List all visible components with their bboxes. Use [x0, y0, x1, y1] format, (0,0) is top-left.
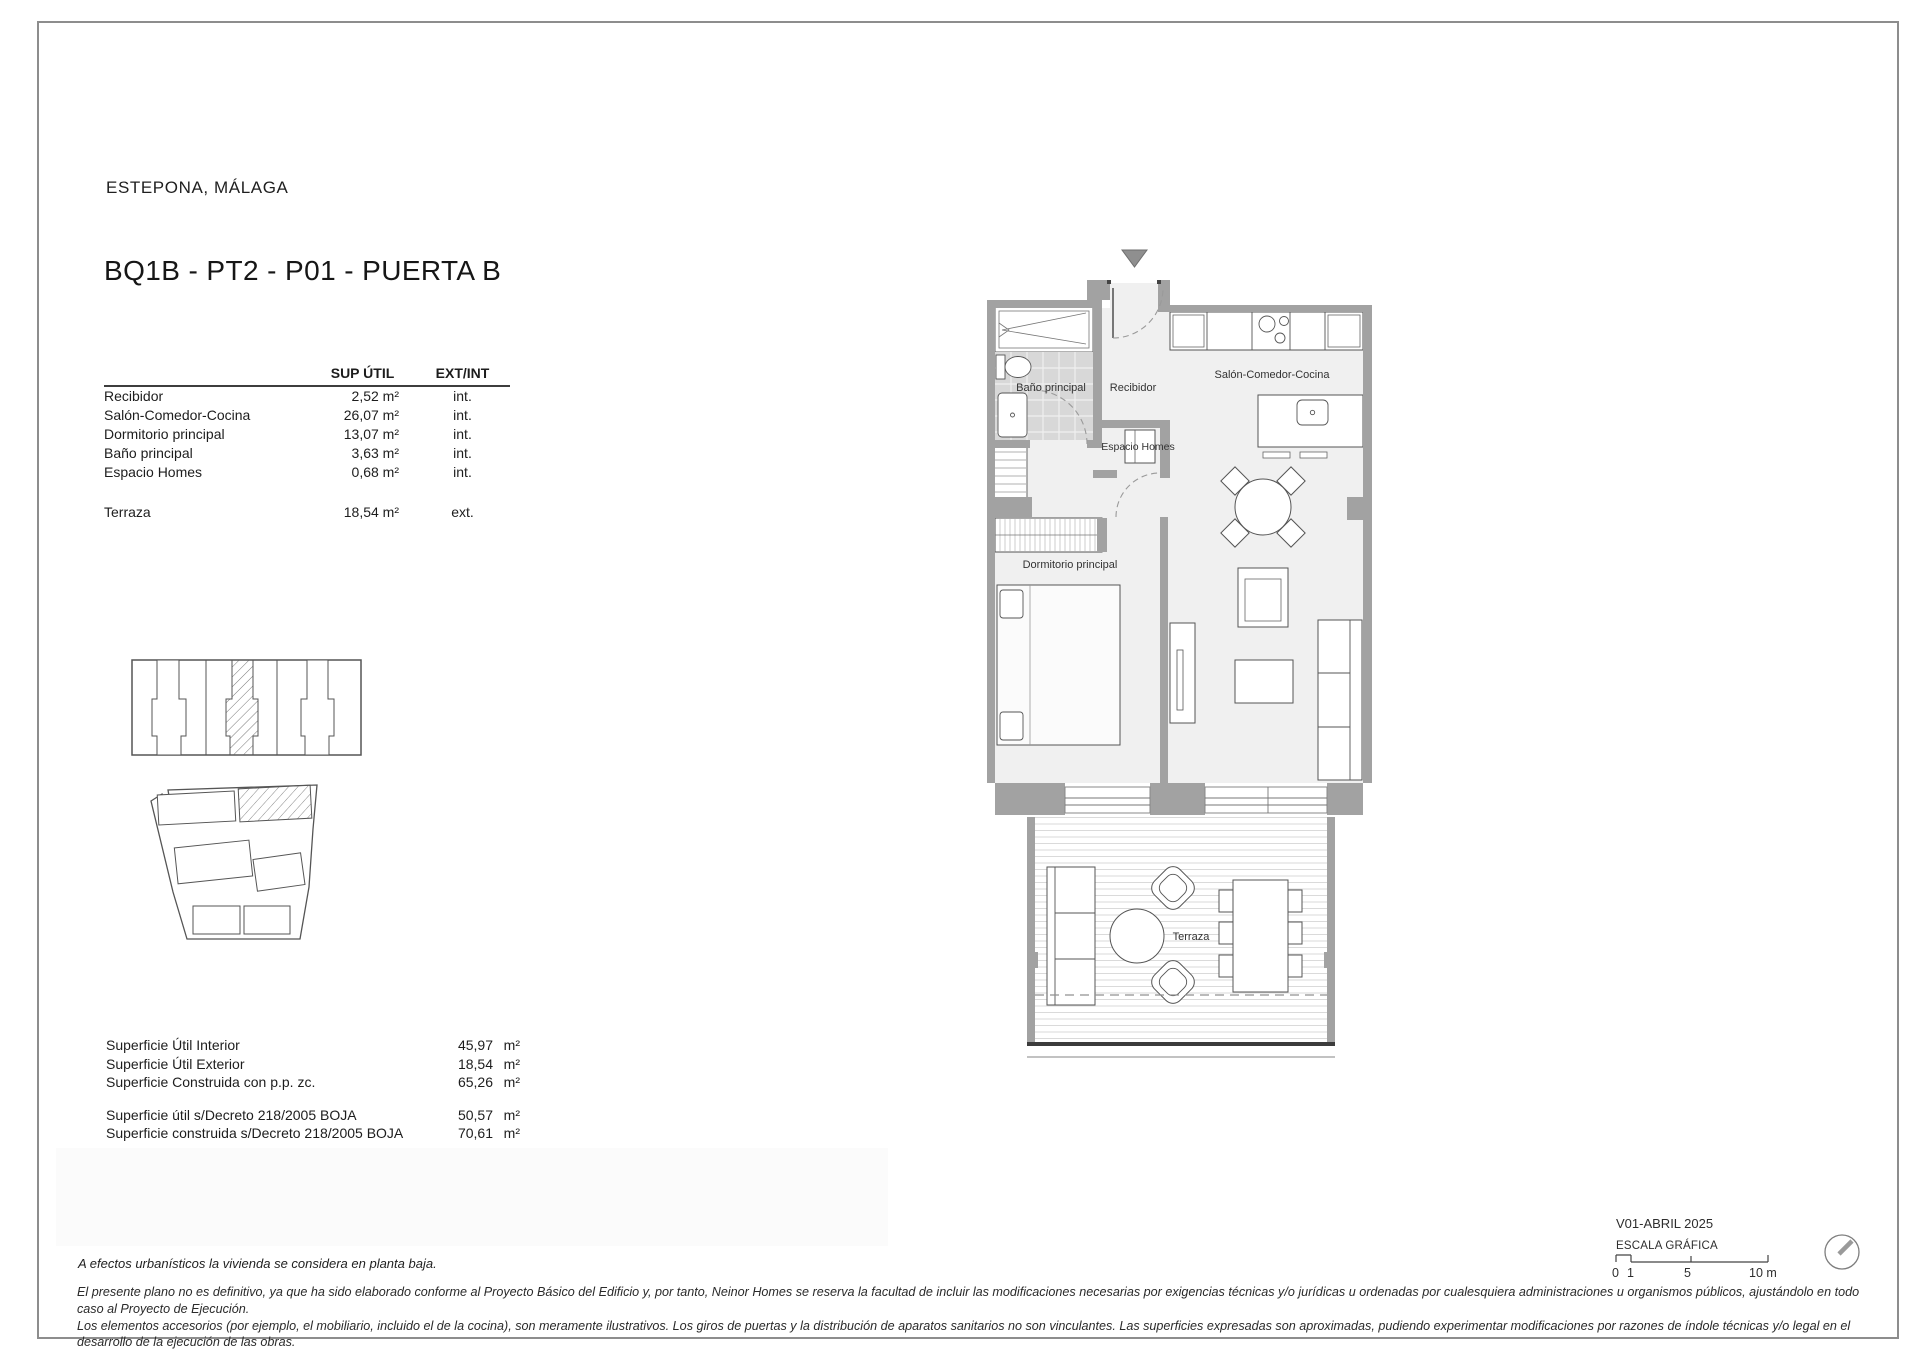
coffee-table	[1235, 660, 1293, 703]
room-type: int.	[453, 407, 472, 423]
scale-bar	[1612, 1252, 1782, 1266]
room-type: ext.	[451, 504, 474, 520]
summary-row: Superficie útil s/Decreto 218/2005 BOJA 50,57 m²	[106, 1106, 520, 1123]
room-label-recibidor: Recibidor	[1109, 382, 1157, 394]
north-compass-icon	[1822, 1232, 1862, 1272]
disclaimer-line-2: Los elementos accesorios (por ejemplo, el mobiliario, incluido el de la cocina), son meramente ilustrativos. Los giros de puertas y la distribución de aparatos sanitarios no son vinculantes. Las superficies expresadas son aproximadas, pudiendo experimentar modificaciones por razones de índole técnicas y/o legal en el desarrollo de la ejecución de las obras.	[77, 1318, 1851, 1350]
room-label-salon: Salón-Comedor-Cocina	[1214, 369, 1330, 381]
dining-table	[1235, 479, 1291, 535]
summary-row: Superficie Útil Interior 45,97 m²	[106, 1037, 520, 1053]
hall-closet	[992, 445, 1027, 498]
armchair	[1238, 568, 1288, 627]
kitchen-counter	[1170, 312, 1363, 350]
version-text: V01-ABRIL 2025	[1616, 1216, 1714, 1231]
room-type: int.	[453, 464, 472, 480]
terrace-edge	[1027, 1042, 1335, 1046]
summary-row: Superficie Construida con p.p. zc. 65,26 m²	[106, 1074, 520, 1090]
table-row	[104, 387, 510, 406]
terrace-dining-table	[1233, 880, 1288, 992]
table-row	[104, 444, 510, 463]
room-area: 2,52 m²	[351, 388, 399, 404]
room-label-terraza: Terraza	[1172, 931, 1210, 943]
room-label-espacio: Espacio Homes	[1101, 441, 1175, 453]
room-label: Recibidor	[104, 388, 164, 404]
disclaimer-line-1: El presente plano no es definitivo, ya que ha sido elaborado conforme al Proyecto Básico del Edificio y, por tanto, Neinor Homes se reserva la facultad de incluir las modificaciones necesarias por exigencias técnicas y/o jurídicas u ordenadas por cualesquiera administraciones u organismos públicos, ajustándolo en todo caso al Proyecto de Ejecución.	[77, 1285, 1860, 1316]
footer-shade	[56, 1148, 888, 1246]
toilet	[996, 355, 1031, 379]
legal-disclaimer	[77, 1284, 1889, 1351]
terrace-dining-set	[1219, 880, 1302, 992]
page-title: BQ1B - PT2 - P01 - PUERTA B	[104, 255, 502, 286]
room-label: Espacio Homes	[104, 464, 203, 480]
room-area: 26,07 m²	[343, 407, 399, 423]
scale-tick: 1	[1627, 1266, 1634, 1280]
room-area: 13,07 m²	[343, 426, 399, 442]
room-type: int.	[453, 426, 472, 442]
scale-tick: 10 m	[1749, 1266, 1777, 1280]
table-row	[104, 425, 510, 444]
room-area: 0,68 m²	[351, 464, 399, 480]
col-ext-int: EXT/INT	[435, 365, 490, 381]
scale-tick: 0	[1612, 1266, 1619, 1280]
vestibule-floor	[1110, 283, 1158, 312]
room-area: 3,63 m²	[351, 445, 399, 461]
site-block-highlighted	[238, 785, 312, 822]
terrace-sofa	[1047, 867, 1095, 1005]
building-elevation-key	[131, 659, 362, 756]
urban-note: A efectos urbanísticos la vivienda se considera en planta baja.	[78, 1256, 437, 1271]
summary-row: Superficie Útil Exterior 18,54 m²	[106, 1055, 520, 1072]
sink-vanity	[998, 393, 1027, 437]
room-label: Dormitorio principal	[104, 426, 225, 442]
summary-row: Superficie construida s/Decreto 218/2005 BOJA 70,61 m²	[106, 1125, 520, 1141]
col-sup-util: SUP ÚTIL	[330, 365, 395, 381]
bed	[997, 585, 1120, 745]
bathtub	[995, 307, 1093, 352]
table-row	[104, 503, 510, 522]
island-sink-icon	[1297, 400, 1328, 425]
room-type: int.	[453, 388, 472, 404]
site-plan-key	[148, 780, 324, 948]
tv-unit	[1170, 623, 1195, 723]
table-row	[104, 463, 510, 482]
room-label: Baño principal	[104, 445, 193, 461]
room-label-bano: Baño principal	[1016, 382, 1086, 394]
room-area: 18,54 m²	[343, 504, 399, 520]
north-arrow-icon	[1122, 250, 1147, 267]
scale-label: ESCALA GRÁFICA	[1616, 1240, 1718, 1252]
areas-table-header	[104, 365, 510, 387]
terrace-round-table	[1110, 909, 1164, 963]
wardrobe	[995, 518, 1102, 552]
scale-tick: 5	[1684, 1266, 1691, 1280]
surface-summary	[106, 1036, 520, 1143]
table-row	[104, 406, 510, 425]
room-label: Terraza	[104, 504, 151, 520]
room-label-dormitorio: Dormitorio principal	[1022, 559, 1118, 571]
areas-table	[104, 365, 510, 522]
location-text: ESTEPONA, MÁLAGA	[106, 178, 289, 197]
floor-plan	[980, 245, 1380, 1065]
window	[1205, 787, 1327, 813]
scale-ticks	[1606, 1266, 1796, 1282]
room-type: int.	[453, 445, 472, 461]
sofa	[1318, 620, 1362, 780]
window	[1065, 787, 1150, 813]
room-label: Salón-Comedor-Cocina	[104, 407, 251, 423]
